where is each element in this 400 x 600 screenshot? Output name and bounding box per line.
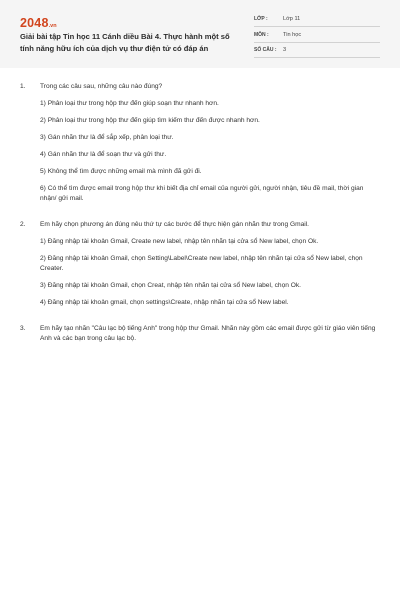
meta-label-subject: MÔN :: [254, 32, 269, 38]
site-logo[interactable]: [20, 14, 57, 28]
question-1: [20, 82, 376, 204]
answer-option: 4) Gán nhãn thư là để soạn thư và gửi thư.: [40, 151, 167, 158]
question-3: [20, 324, 376, 344]
worksheet-header: [0, 0, 400, 68]
worksheet-title: Giải bài tập Tin học 11 Cánh diều Bài 4. Thực hành một số tính năng hữu ích của dịch vụ thư điện tử có đáp án: [20, 32, 230, 53]
question-number: 1.: [20, 83, 26, 90]
question-number: 2.: [20, 221, 26, 228]
answer-option: 6) Có thể tìm được email trong hộp thư khi biết địa chỉ email của người gửi, người nhận, tiêu đề mail, thời gian nhận/ gửi mail.: [40, 185, 364, 202]
answer-option: 1) Phân loại thư trong hộp thư đến giúp soạn thư nhanh hơn.: [40, 100, 219, 107]
question-text: Em hãy chọn phương án đúng nêu thứ tự các bước để thực hiện gán nhãn thư trong Gmail.: [40, 221, 310, 228]
answer-option: 2) Đăng nhập tài khoản Gmail, chọn Setting\Label\Create new label, nhập tên nhãn tại cửa sổ New label, chọn Creater.: [40, 255, 363, 272]
meta-label-class: LỚP :: [254, 16, 268, 22]
meta-value-class: Lớp 11: [283, 16, 301, 22]
answer-option: 3) Gán nhãn thư là để sắp xếp, phân loại thư.: [40, 134, 174, 141]
answer-option: 1) Đăng nhập tài khoản Gmail, Create new label, nhập tên nhãn tại cửa sổ New label, chọn Ok.: [40, 238, 319, 245]
meta-value-subject: Tin học: [283, 32, 302, 38]
meta-row-subject: [254, 30, 380, 43]
answer-option: 3) Đăng nhập tài khoản Gmail, chọn Creat, nhập tên nhãn tại cửa sổ New label, chọn Ok.: [40, 282, 301, 289]
question-text: Em hãy tạo nhãn "Câu lạc bộ tiếng Anh" trong hộp thư Gmail. Nhãn này gồm các email được gửi từ giáo viên tiếng Anh và các bạn trong câu lạc bộ.: [40, 325, 376, 342]
answer-option: 5) Không thể tìm được những email mà mình đã gửi đi.: [40, 168, 202, 175]
answer-option: 4) Đăng nhập tài khoản gmail, chọn settings\Create, nhập nhãn tại cửa sổ New label.: [40, 299, 289, 306]
meta-row-class: [254, 14, 380, 27]
question-list: [20, 82, 376, 344]
answer-option: 2) Phân loại thư trong hộp thư đến giúp tìm kiếm thư đến được nhanh hơn.: [40, 117, 260, 124]
question-number: 3.: [20, 325, 26, 332]
meta-label-count: SỐ CÂU :: [254, 47, 277, 53]
logo-main-text: 2048: [20, 16, 49, 30]
meta-row-count: [254, 45, 380, 58]
meta-value-count: 3: [283, 47, 287, 53]
question-2: [20, 220, 376, 308]
logo-sub-text: .vn: [48, 23, 57, 29]
question-text: Trong các câu sau, những câu nào đúng?: [40, 83, 163, 90]
